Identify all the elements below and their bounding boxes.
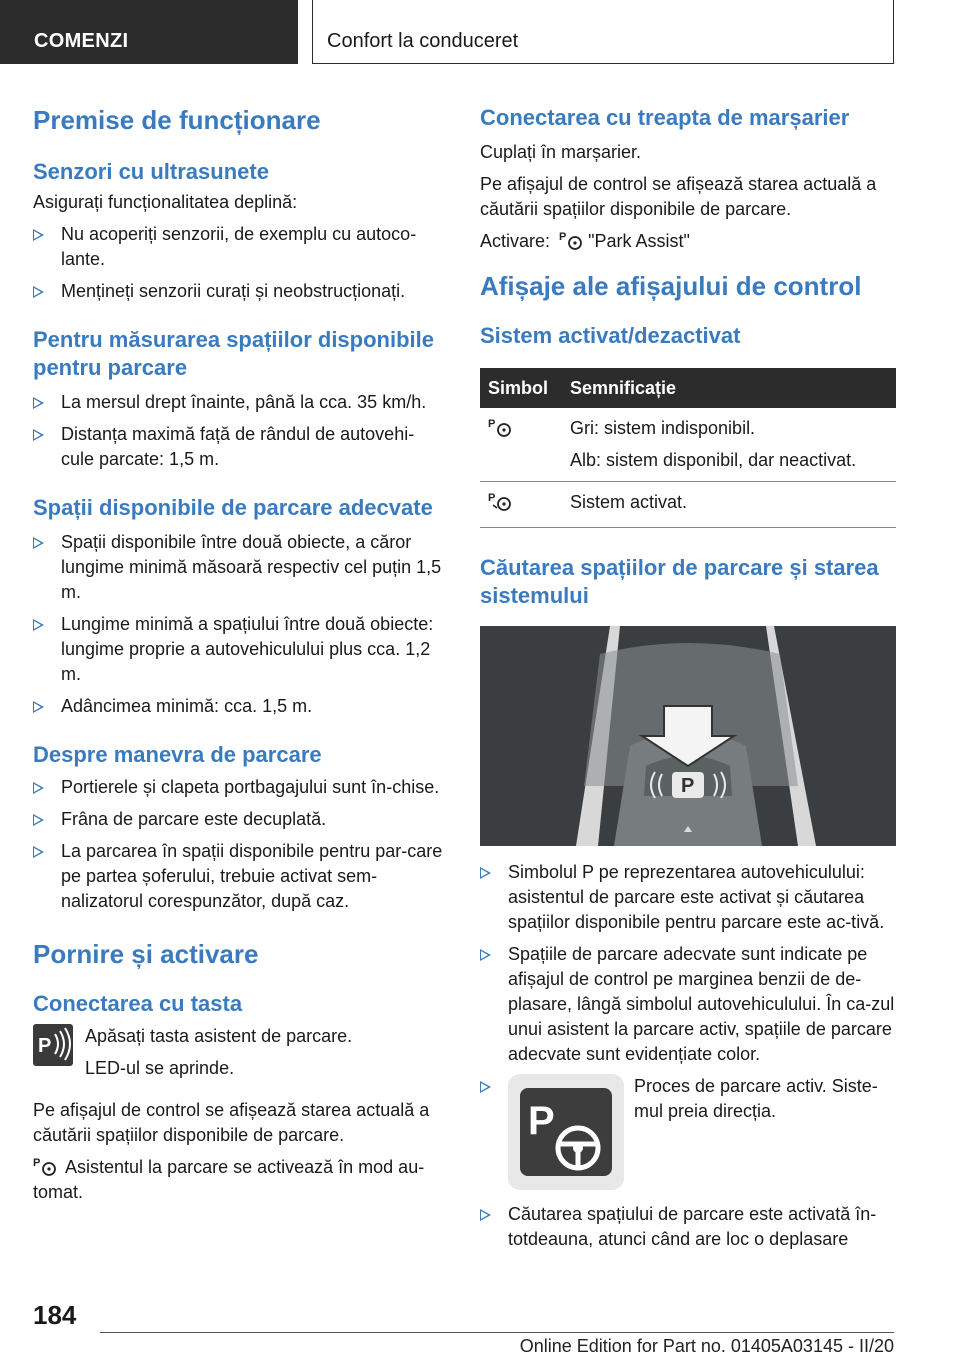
list-item: Nu acoperiți senzorii, de exemplu cu autoco-lante. — [33, 222, 443, 272]
heading-marsarier: Conectarea cu treapta de marșarier — [480, 105, 850, 130]
bullet-arrow-icon — [480, 949, 491, 961]
activare-auto-text: P Asistentul la parcare se activează în mod au-tomat. — [33, 1157, 425, 1202]
parking-steering-icon — [555, 229, 583, 251]
left-column — [33, 100, 443, 1205]
bullet-arrow-icon — [33, 619, 44, 631]
list-item: Distanța maximă față de rândul de autovehi-cule parcate: 1,5 m. — [33, 422, 443, 472]
list-item: Căutarea spațiului de parcare este activată în-totdeauna, atunci când are loc o deplasare — [480, 1202, 896, 1252]
heading-masurare: Pentru măsurarea spațiilor disponibile pentru parcare — [33, 327, 434, 380]
chapter-tab — [312, 0, 894, 64]
bullet-arrow-icon — [33, 814, 44, 826]
bullet-arrow-icon — [480, 1081, 491, 1093]
row1-white-text: Alb: sistem disponibil, dar neactivat. — [570, 450, 857, 470]
row2-text: Sistem activat. — [562, 482, 896, 528]
svg-text:P: P — [559, 231, 567, 243]
cuplati-text: Cuplați în marșarier. — [480, 142, 642, 162]
heading-premise: Premise de funcționare — [33, 105, 321, 135]
list-item: Mențineți senzorii curați și neobstrucționați. — [33, 279, 443, 304]
bullet-arrow-icon — [33, 846, 44, 858]
table-row — [480, 482, 896, 528]
bullet-arrow-icon — [480, 867, 491, 879]
list-item: La mersul drept înainte, până la cca. 35 km/h. — [33, 390, 443, 415]
parking-steering-active-icon — [488, 490, 516, 512]
col-meaning-header: Semnificație — [562, 368, 896, 408]
heading-senzori: Senzori cu ultrasunete — [33, 159, 269, 184]
list-item: Spații disponibile între două obiecte, a căror lungime minimă măsoară respectiv cel puțin 1,5 m. — [33, 530, 443, 605]
footer-edition: Online Edition for Part no. 01405A03145 - II/20 — [519, 1336, 894, 1356]
heading-spatii: Spații disponibile de parcare adecvate — [33, 495, 433, 520]
parking-steering-icon — [33, 1155, 61, 1177]
row1-gray-text: Gri: sistem indisponibil. — [570, 418, 756, 438]
parking-display-image — [480, 626, 896, 846]
page-number: 184 — [33, 1300, 77, 1330]
activare-line: Activare: P "Park Assist" — [480, 231, 690, 251]
heading-manevra: Despre manevra de parcare — [33, 742, 322, 767]
list-item: Spațiile de parcare adecvate sunt indicate pe afișajul de control pe marginea benzii de de-plasare, lângă simbolul autovehiculului. În ca-zul unui asistent la parcare activ, spațiile de parcare adecvate sunt evidențiate color. — [480, 942, 896, 1067]
park-assist-button-icon — [33, 1024, 73, 1066]
right-column — [480, 100, 896, 1252]
list-item: Simbolul P pe reprezentarea autovehiculului: asistentul de parcare este activat și căutarea spațiilor disponibile pentru parcare este ac-tivă. — [480, 860, 896, 935]
afisaj-text-right: Pe afișajul de control se afișează starea actuală a căutării spațiilor disponibile de parcare. — [480, 174, 877, 219]
bullet-arrow-icon — [33, 701, 44, 713]
heading-sistem: Sistem activat/dezactivat — [480, 323, 741, 348]
bullet-arrow-icon — [33, 229, 44, 241]
svg-text:P: P — [33, 1157, 41, 1169]
heading-pornire: Pornire și activare — [33, 939, 259, 969]
table-header-row — [480, 368, 896, 408]
svg-text:P: P — [528, 1099, 555, 1143]
bullet-arrow-icon — [33, 537, 44, 549]
tasta-line2: LED-ul se aprinde. — [85, 1058, 235, 1078]
bullet-arrow-icon — [33, 782, 44, 794]
list-item: La parcarea în spații disponibile pentru par-care pe partea șoferului, trebuie activat sem-nalizatorul corespunzător, după caz. — [33, 839, 443, 914]
tasta-line1: Apăsați tasta asistent de parcare. — [85, 1026, 353, 1046]
parking-active-icon — [508, 1074, 624, 1190]
list-item: Lungime minimă a spațiului între două obiecte: lungime proprie a autovehiculului plus cca. 1,2 m. — [33, 612, 443, 687]
heading-tasta: Conectarea cu tasta — [33, 991, 243, 1016]
bullet-arrow-icon — [33, 397, 44, 409]
svg-text:P: P — [488, 418, 496, 430]
spatii-list — [33, 530, 443, 719]
section-title: COMENZI — [34, 30, 129, 52]
list-item: Portierele și clapeta portbagajului sunt în-chise. — [33, 775, 443, 800]
heading-afisaje: Afișaje ale afișajului de control — [480, 271, 862, 301]
senzori-list — [33, 222, 443, 304]
svg-text:P: P — [488, 492, 496, 504]
section-tab — [0, 0, 298, 64]
bullet-arrow-icon — [33, 286, 44, 298]
symbol-table — [480, 368, 896, 528]
parking-steering-icon — [488, 416, 516, 438]
afisaj-text-left: Pe afișajul de control se afișează starea actuală a căutării spațiilor disponibile de parcare. — [33, 1100, 430, 1145]
list-item: P Proces de parcare activ. Siste-mul preia direcția. — [480, 1074, 896, 1192]
footer-divider — [100, 1332, 894, 1333]
cautarea-list — [480, 860, 896, 1252]
tasta-block — [33, 1024, 443, 1084]
col-symbol-header: Simbol — [480, 368, 562, 408]
senzori-intro: Asigurați funcționalitatea deplină: — [33, 192, 298, 212]
bullet-arrow-icon — [480, 1209, 491, 1221]
heading-cautarea: Căutarea spațiilor de parcare și starea sistemului — [480, 555, 879, 608]
table-row — [480, 408, 896, 482]
svg-text:P: P — [681, 775, 695, 797]
masurare-list — [33, 390, 443, 472]
bullet-arrow-icon — [33, 429, 44, 441]
list-item: Frâna de parcare este decuplată. — [33, 807, 443, 832]
chapter-title: Confort la conduceret — [327, 30, 519, 52]
svg-text:P: P — [38, 1035, 52, 1057]
manevra-list — [33, 775, 443, 914]
list-item: Adâncimea minimă: cca. 1,5 m. — [33, 694, 443, 719]
